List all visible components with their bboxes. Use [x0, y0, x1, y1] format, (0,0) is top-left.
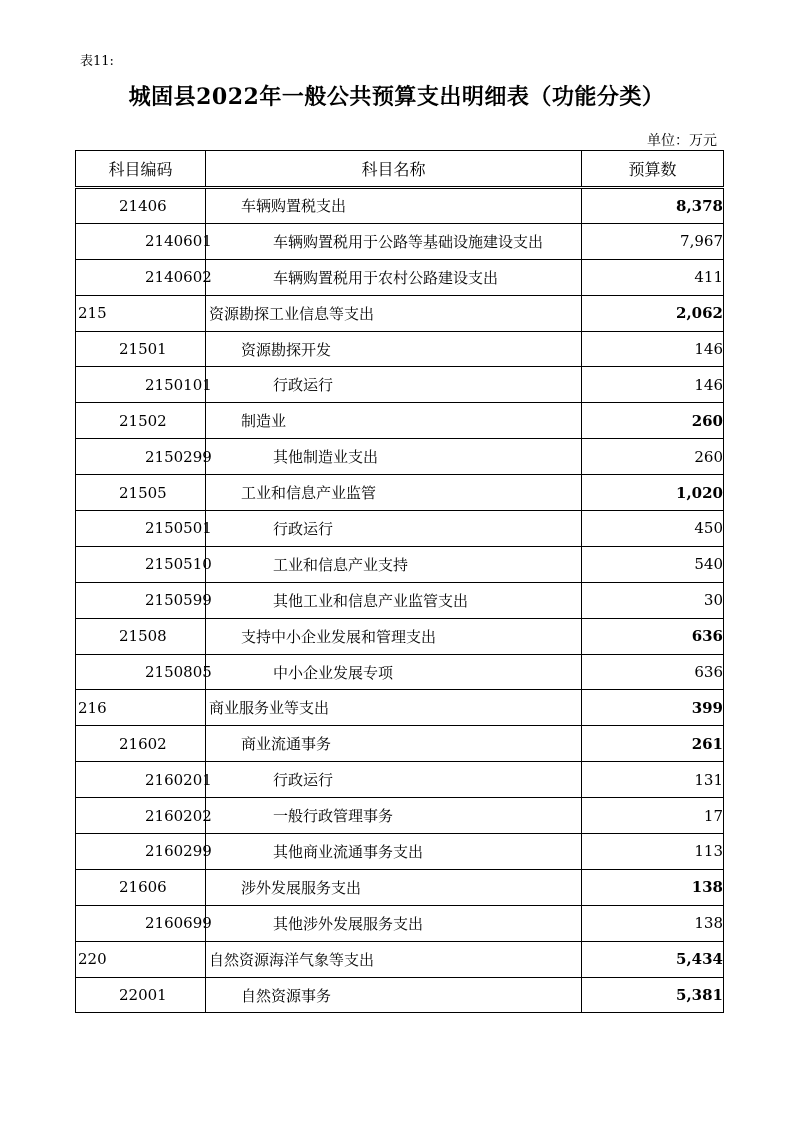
subject-name-cell: 行政运行 — [206, 367, 582, 403]
table-row — [76, 188, 724, 224]
subject-name-cell: 车辆购置税用于农村公路建设支出 — [206, 259, 582, 295]
table-row — [76, 295, 724, 331]
subject-code-cell: 21602 — [76, 726, 206, 762]
subject-code-cell: 2160699 — [76, 905, 206, 941]
table-row — [76, 762, 724, 798]
subject-name-cell: 制造业 — [206, 403, 582, 439]
budget-amount-cell: 5,381 — [582, 977, 724, 1013]
subject-code-cell: 216 — [76, 690, 206, 726]
subject-name-cell: 其他商业流通事务支出 — [206, 834, 582, 870]
budget-amount-cell: 146 — [582, 367, 724, 403]
subject-name-cell: 商业服务业等支出 — [206, 690, 582, 726]
table-row — [76, 798, 724, 834]
subject-name-cell: 其他制造业支出 — [206, 439, 582, 475]
subject-name-cell: 资源勘探开发 — [206, 331, 582, 367]
budget-amount-cell: 7,967 — [582, 223, 724, 259]
subject-code-cell: 22001 — [76, 977, 206, 1013]
subject-code-cell: 2150510 — [76, 546, 206, 582]
subject-name-cell: 行政运行 — [206, 762, 582, 798]
subject-code-cell: 2160299 — [76, 834, 206, 870]
subject-code-cell: 21508 — [76, 618, 206, 654]
table-body — [76, 188, 724, 1013]
table-row — [76, 403, 724, 439]
subject-name-cell: 车辆购置税用于公路等基础设施建设支出 — [206, 223, 582, 259]
budget-amount-cell: 17 — [582, 798, 724, 834]
table-row — [76, 977, 724, 1013]
budget-amount-cell: 260 — [582, 439, 724, 475]
subject-code-cell: 2150299 — [76, 439, 206, 475]
page-title: 城固县2022年一般公共预算支出明细表（功能分类） — [128, 84, 665, 110]
table-row — [76, 941, 724, 977]
subject-code-cell: 2160202 — [76, 798, 206, 834]
budget-amount-cell: 411 — [582, 259, 724, 295]
budget-amount-cell: 636 — [582, 618, 724, 654]
table-row — [76, 618, 724, 654]
table-row — [76, 259, 724, 295]
budget-table — [75, 150, 724, 1013]
budget-amount-cell: 450 — [582, 511, 724, 547]
table-row — [76, 905, 724, 941]
subject-name-cell: 中小企业发展专项 — [206, 654, 582, 690]
table-header — [76, 151, 724, 188]
budget-amount-cell: 8,378 — [582, 188, 724, 224]
subject-name-cell: 自然资源海洋气象等支出 — [206, 941, 582, 977]
subject-name-cell: 涉外发展服务支出 — [206, 869, 582, 905]
budget-amount-cell: 113 — [582, 834, 724, 870]
subject-code-cell: 2150805 — [76, 654, 206, 690]
table-row — [76, 475, 724, 511]
table-row — [76, 223, 724, 259]
table-row — [76, 439, 724, 475]
table-row — [76, 546, 724, 582]
table-row — [76, 869, 724, 905]
subject-code-cell: 2150101 — [76, 367, 206, 403]
subject-code-cell: 21501 — [76, 331, 206, 367]
table-row — [76, 367, 724, 403]
column-header-name: 科目名称 — [206, 151, 582, 188]
table-row — [76, 654, 724, 690]
table-row — [76, 511, 724, 547]
column-header-amount: 预算数 — [582, 151, 724, 188]
subject-name-cell: 工业和信息产业支持 — [206, 546, 582, 582]
subject-code-cell: 2150501 — [76, 511, 206, 547]
budget-amount-cell: 5,434 — [582, 941, 724, 977]
subject-code-cell: 2160201 — [76, 762, 206, 798]
budget-amount-cell: 138 — [582, 905, 724, 941]
table-row — [76, 726, 724, 762]
subject-code-cell: 21406 — [76, 188, 206, 224]
budget-amount-cell: 30 — [582, 582, 724, 618]
table-row — [76, 331, 724, 367]
unit-label: 单位：万元 — [647, 133, 717, 149]
subject-code-cell: 21505 — [76, 475, 206, 511]
subject-code-cell: 2150599 — [76, 582, 206, 618]
table-row — [76, 582, 724, 618]
budget-amount-cell: 131 — [582, 762, 724, 798]
subject-name-cell: 其他工业和信息产业监管支出 — [206, 582, 582, 618]
subject-code-cell: 220 — [76, 941, 206, 977]
subject-code-cell: 2140601 — [76, 223, 206, 259]
subject-name-cell: 工业和信息产业监管 — [206, 475, 582, 511]
subject-name-cell: 资源勘探工业信息等支出 — [206, 295, 582, 331]
budget-amount-cell: 636 — [582, 654, 724, 690]
subject-code-cell: 2140602 — [76, 259, 206, 295]
budget-amount-cell: 540 — [582, 546, 724, 582]
subject-name-cell: 一般行政管理事务 — [206, 798, 582, 834]
subject-code-cell: 21606 — [76, 869, 206, 905]
column-header-code: 科目编码 — [76, 151, 206, 188]
subject-name-cell: 行政运行 — [206, 511, 582, 547]
subject-code-cell: 21502 — [76, 403, 206, 439]
budget-amount-cell: 261 — [582, 726, 724, 762]
subject-name-cell: 支持中小企业发展和管理支出 — [206, 618, 582, 654]
table-row — [76, 690, 724, 726]
table-number-label: 表11: — [80, 54, 114, 69]
budget-amount-cell: 138 — [582, 869, 724, 905]
table-row — [76, 834, 724, 870]
budget-amount-cell: 2,062 — [582, 295, 724, 331]
budget-amount-cell: 146 — [582, 331, 724, 367]
subject-name-cell: 商业流通事务 — [206, 726, 582, 762]
subject-name-cell: 车辆购置税支出 — [206, 188, 582, 224]
subject-name-cell: 其他涉外发展服务支出 — [206, 905, 582, 941]
budget-amount-cell: 1,020 — [582, 475, 724, 511]
budget-amount-cell: 260 — [582, 403, 724, 439]
subject-code-cell: 215 — [76, 295, 206, 331]
subject-name-cell: 自然资源事务 — [206, 977, 582, 1013]
header-row — [76, 151, 724, 188]
budget-amount-cell: 399 — [582, 690, 724, 726]
